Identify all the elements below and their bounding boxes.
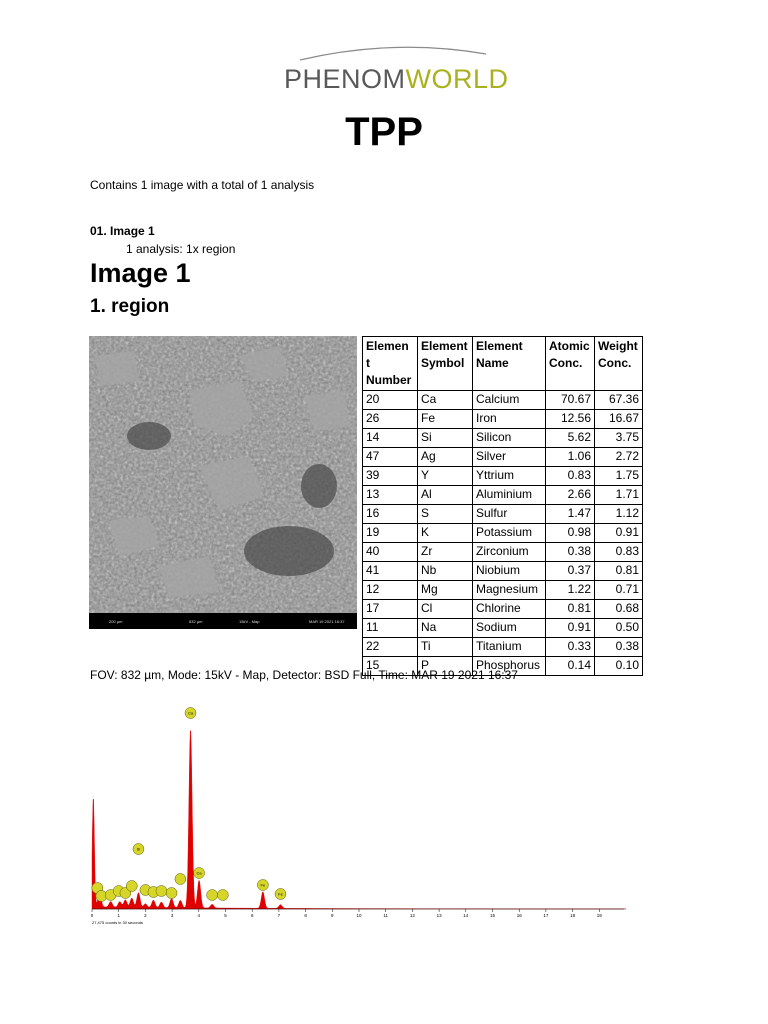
cell-weight-conc: 67.36 <box>595 391 643 410</box>
spectrum-tick-label: 7 <box>277 913 281 918</box>
cell-element-name: Silicon <box>473 429 546 448</box>
cell-weight-conc: 2.72 <box>595 448 643 467</box>
cell-element-symbol: Ca <box>418 391 473 410</box>
cell-element-number: 40 <box>363 543 418 562</box>
table-body <box>363 391 643 676</box>
cell-element-number: 22 <box>363 638 418 657</box>
sem-info-bar <box>89 613 357 629</box>
cell-weight-conc: 0.38 <box>595 638 643 657</box>
sem-scale-label: 200 µm <box>109 619 123 624</box>
table-row <box>363 562 643 581</box>
cell-weight-conc: 0.50 <box>595 619 643 638</box>
spectrum-tick-label: 8 <box>304 913 307 918</box>
toc-entry-title[interactable]: 01. Image 1 <box>90 224 155 238</box>
cell-element-symbol: Nb <box>418 562 473 581</box>
spectrum-tick-label: 13 <box>436 913 442 918</box>
table-row <box>363 467 643 486</box>
toc-entry-subtitle: 1 analysis: 1x region <box>126 242 236 256</box>
cell-element-symbol: Na <box>418 619 473 638</box>
cell-weight-conc: 1.71 <box>595 486 643 505</box>
spectrum-tick-label: 9 <box>331 913 334 918</box>
cell-weight-conc: 0.10 <box>595 657 643 676</box>
cell-atomic-conc: 2.66 <box>546 486 595 505</box>
table-row <box>363 391 643 410</box>
spectrum-tick-label: 16 <box>516 913 522 918</box>
element-marker-label: Ca <box>187 710 194 716</box>
table-row <box>363 600 643 619</box>
cell-element-name: Sodium <box>473 619 546 638</box>
cell-atomic-conc: 0.14 <box>546 657 595 676</box>
cell-element-name: Niobium <box>473 562 546 581</box>
cell-element-number: 19 <box>363 524 418 543</box>
header-element-number: Elemen t Number <box>363 337 418 391</box>
cell-element-name: Magnesium <box>473 581 546 600</box>
cell-element-name: Titanium <box>473 638 546 657</box>
spectrum-tick-label: 0 <box>90 913 94 918</box>
cell-atomic-conc: 0.83 <box>546 467 595 486</box>
sem-micrograph <box>89 336 357 629</box>
table-row <box>363 524 643 543</box>
spectrum-tick-label: 2 <box>144 913 147 918</box>
summary-text: Contains 1 image with a total of 1 analysis <box>90 178 315 192</box>
element-concentration-table <box>362 336 643 676</box>
cell-element-symbol: Cl <box>418 600 473 619</box>
element-marker <box>217 890 228 901</box>
cell-element-name: Iron <box>473 410 546 429</box>
cell-element-number: 14 <box>363 429 418 448</box>
cell-element-symbol: Ti <box>418 638 473 657</box>
cell-weight-conc: 1.12 <box>595 505 643 524</box>
cell-element-symbol: Y <box>418 467 473 486</box>
sem-date-label: MAR 19 2021 16:37 <box>309 619 345 624</box>
table-row <box>363 543 643 562</box>
spectrum-tick-label: 18 <box>570 913 576 918</box>
cell-weight-conc: 0.83 <box>595 543 643 562</box>
report-title: TPP <box>345 110 423 154</box>
element-marker-label: Fe <box>260 882 266 888</box>
cell-element-name: Sulfur <box>473 505 546 524</box>
spectrum-peaks <box>92 731 626 909</box>
cell-weight-conc: 3.75 <box>595 429 643 448</box>
fov-caption: FOV: 832 µm, Mode: 15kV - Map, Detector: BSD Full, Time: MAR 19 2021 16:37 <box>90 668 518 682</box>
cell-element-number: 39 <box>363 467 418 486</box>
cell-element-number: 13 <box>363 486 418 505</box>
header-element-name: Element Name <box>473 337 546 391</box>
cell-weight-conc: 0.68 <box>595 600 643 619</box>
element-marker <box>207 890 218 901</box>
element-marker <box>126 881 137 892</box>
sem-fov-label: 832 µm <box>189 619 203 624</box>
cell-element-name: Yttrium <box>473 467 546 486</box>
spectrum-tick-label: 11 <box>383 913 389 918</box>
spectrum-tick-label: 4 <box>197 913 201 918</box>
logo-wordmark: PHENOMWORLD <box>284 64 509 94</box>
cell-atomic-conc: 1.22 <box>546 581 595 600</box>
spectrum-tick-label: 19 <box>596 913 602 918</box>
element-marker <box>166 888 177 899</box>
sem-texture <box>89 336 357 613</box>
cell-element-symbol: Fe <box>418 410 473 429</box>
phenom-world-logo <box>280 42 509 96</box>
element-marker-label: Fe <box>278 891 283 897</box>
cell-element-symbol: Si <box>418 429 473 448</box>
cell-element-name: Chlorine <box>473 600 546 619</box>
cell-element-number: 26 <box>363 410 418 429</box>
cell-weight-conc: 0.81 <box>595 562 643 581</box>
cell-weight-conc: 16.67 <box>595 410 643 429</box>
spectrum-tick-label: 14 <box>463 913 469 918</box>
cell-element-number: 11 <box>363 619 418 638</box>
region-heading: 1. region <box>90 296 170 317</box>
cell-atomic-conc: 0.91 <box>546 619 595 638</box>
cell-element-number: 17 <box>363 600 418 619</box>
element-marker <box>156 886 167 897</box>
table-row <box>363 448 643 467</box>
cell-weight-conc: 1.75 <box>595 467 643 486</box>
cell-element-symbol: Mg <box>418 581 473 600</box>
table-row <box>363 638 643 657</box>
table-row <box>363 505 643 524</box>
table-row <box>363 619 643 638</box>
cell-element-symbol: S <box>418 505 473 524</box>
image-heading: Image 1 <box>90 258 191 288</box>
spectrum-tick-label: 6 <box>250 913 254 918</box>
header-element-symbol: Element Symbol <box>418 337 473 391</box>
element-marker <box>175 874 186 885</box>
table-row <box>363 486 643 505</box>
spectrum-tick-label: 1 <box>117 913 120 918</box>
cell-atomic-conc: 0.38 <box>546 543 595 562</box>
cell-element-number: 47 <box>363 448 418 467</box>
spectrum-tick-label: 17 <box>543 913 549 918</box>
cell-atomic-conc: 5.62 <box>546 429 595 448</box>
cell-atomic-conc: 70.67 <box>546 391 595 410</box>
table-row <box>363 581 643 600</box>
cell-element-number: 20 <box>363 391 418 410</box>
cell-atomic-conc: 0.33 <box>546 638 595 657</box>
spectrum-tick-label: 12 <box>409 913 415 918</box>
eds-spectrum <box>84 698 630 930</box>
spectrum-footer: 27,475 counts in 30 seconds <box>92 920 143 925</box>
cell-element-name: Silver <box>473 448 546 467</box>
cell-atomic-conc: 1.06 <box>546 448 595 467</box>
cell-weight-conc: 0.71 <box>595 581 643 600</box>
cell-element-symbol: Al <box>418 486 473 505</box>
cell-element-number: 15 <box>363 657 418 676</box>
cell-element-name: Aluminium <box>473 486 546 505</box>
cell-element-symbol: K <box>418 524 473 543</box>
cell-atomic-conc: 12.56 <box>546 410 595 429</box>
sem-mode-label: 15kV - Map <box>239 619 260 624</box>
cell-atomic-conc: 1.47 <box>546 505 595 524</box>
logo-arc <box>298 42 488 62</box>
cell-element-name: Phosphorus <box>473 657 546 676</box>
cell-element-number: 16 <box>363 505 418 524</box>
cell-element-name: Calcium <box>473 391 546 410</box>
cell-weight-conc: 0.91 <box>595 524 643 543</box>
table-row <box>363 429 643 448</box>
table-header-row <box>363 337 643 391</box>
cell-atomic-conc: 0.98 <box>546 524 595 543</box>
cell-atomic-conc: 0.81 <box>546 600 595 619</box>
cell-element-number: 41 <box>363 562 418 581</box>
cell-element-number: 12 <box>363 581 418 600</box>
cell-element-symbol: Ag <box>418 448 473 467</box>
spectrum-tick-label: 3 <box>170 913 174 918</box>
spectrum-tick-label: 15 <box>489 913 496 918</box>
cell-element-symbol: Zr <box>418 543 473 562</box>
cell-atomic-conc: 0.37 <box>546 562 595 581</box>
header-atomic-conc: Atomic Conc. <box>546 337 595 391</box>
element-marker-label: Si <box>136 846 141 852</box>
cell-element-name: Zirconium <box>473 543 546 562</box>
cell-element-symbol: P <box>418 657 473 676</box>
element-marker-label: Ca <box>196 870 202 876</box>
table-row <box>363 410 643 429</box>
spectrum-tick-label: 5 <box>224 913 227 918</box>
cell-element-name: Potassium <box>473 524 546 543</box>
header-weight-conc: Weight Conc. <box>595 337 643 391</box>
spectrum-tick-label: 10 <box>356 913 362 918</box>
